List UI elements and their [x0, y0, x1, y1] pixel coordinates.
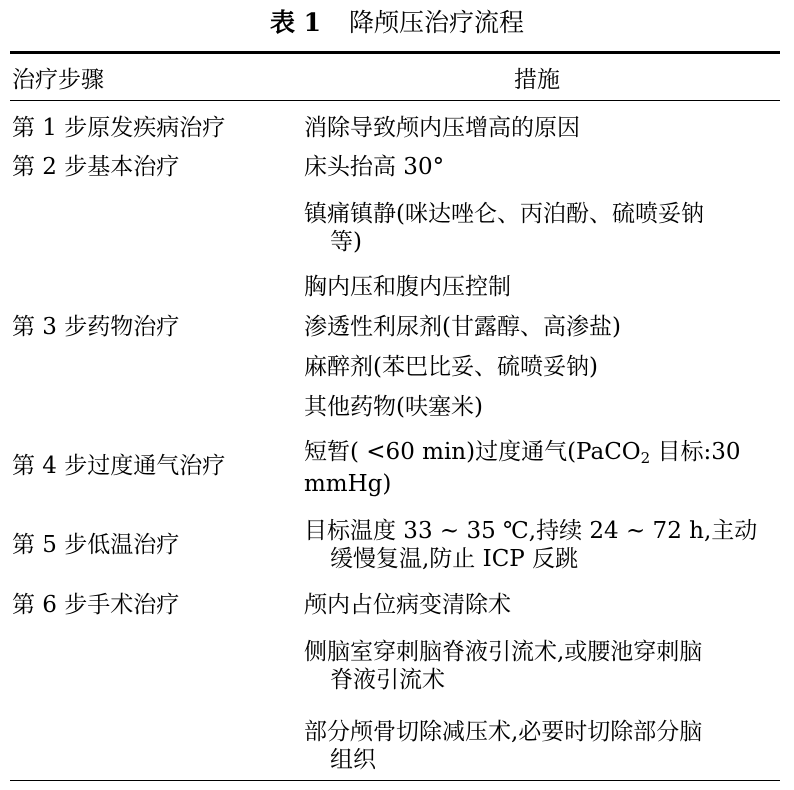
measure-4-1: 短暂( <60 min)过度通气(PaCO$_2$ 目标:30 mmHg)	[304, 439, 741, 497]
table-number: 表 1	[269, 8, 322, 37]
table-title	[0, 6, 794, 40]
measure-6-2: 侧脑室穿刺脑脊液引流术,或腰池穿刺脑 脊液引流术	[304, 639, 703, 693]
step-4: 第 4 步过度通气治疗	[12, 453, 226, 479]
measure-2-3: 胸内压和腹内压控制	[304, 274, 511, 300]
top-rule	[10, 51, 780, 54]
table-title-text: 降颅压治疗流程	[349, 8, 525, 37]
measure-5-1: 目标温度 33 ~ 35 ℃,持续 24 ~ 72 h,主动 缓慢复温,防止 ICP 反跳	[304, 518, 758, 572]
measure-6-3: 部分颅骨切除减压术,必要时切除部分脑 组织	[304, 719, 703, 773]
measure-6-1: 颅内占位病变清除术	[304, 592, 511, 618]
measure-2-1: 床头抬高 30°	[304, 154, 445, 180]
step-5: 第 5 步低温治疗	[12, 532, 180, 558]
measure-3-3: 其他药物(呋塞米)	[304, 394, 483, 420]
bottom-rule	[10, 780, 780, 781]
step-1: 第 1 步原发疾病治疗	[12, 115, 226, 141]
header-step: 治疗步骤	[12, 67, 104, 93]
step-2: 第 2 步基本治疗	[12, 154, 180, 180]
measure-3-1: 渗透性利尿剂(甘露醇、高渗盐)	[304, 314, 621, 340]
step-6: 第 6 步手术治疗	[12, 592, 180, 618]
header-measure: 措施	[514, 67, 560, 93]
header-rule	[10, 100, 780, 101]
measure-2-2: 镇痛镇静(咪达唑仑、丙泊酚、硫喷妥钠 等)	[304, 201, 704, 255]
measure-3-2: 麻醉剂(苯巴比妥、硫喷妥钠)	[304, 354, 598, 380]
measure-1-1: 消除导致颅内压增高的原因	[304, 115, 580, 141]
step-3: 第 3 步药物治疗	[12, 314, 180, 340]
